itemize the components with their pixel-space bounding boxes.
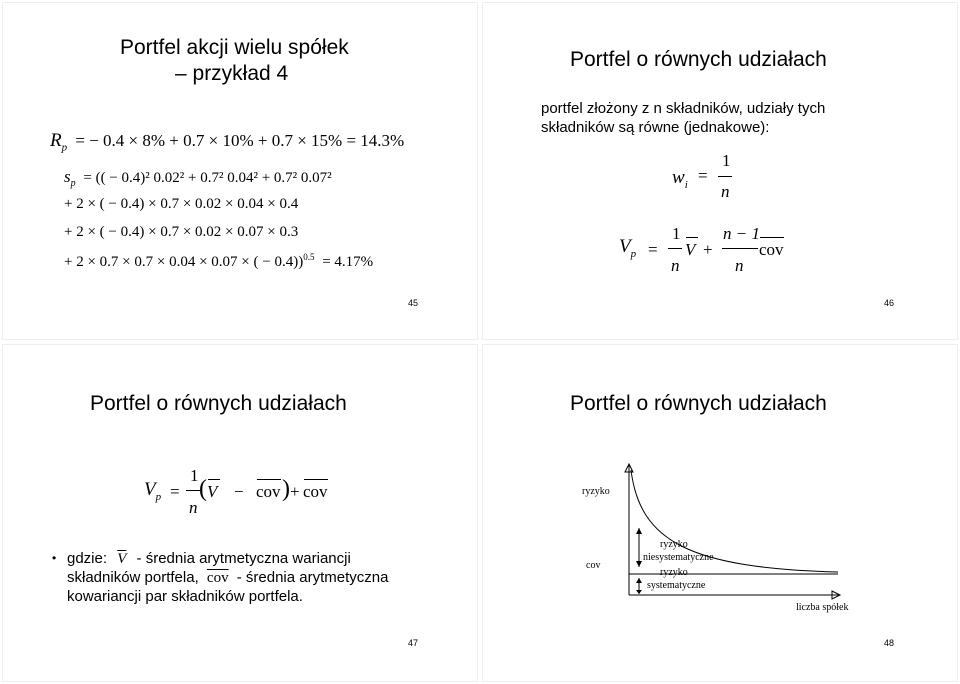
v47-minus: − [234,482,244,501]
vp-sub: p [630,247,637,260]
vp-letter: V [619,236,631,257]
slide-48-frame [482,344,958,682]
nonsystematic-label-1: ryzyko [660,539,688,550]
w-eq: = [698,166,708,185]
sp-line-1-text: = (( − 0.4)² 0.02² + 0.7² 0.04² + 0.7² 0.07² [83,170,332,186]
page-number-47: 47 [408,638,419,648]
slide-45-title-line2: – przykład 4 [175,62,289,85]
w-numerator: 1 [722,151,731,170]
page-number-45: 45 [408,298,419,308]
v-symbol: $\overline{V}$ [117,551,127,567]
sp-line-3: + 2 × ( − 0.4) × 0.7 × 0.02 × 0.07 × 0.3 [64,224,299,240]
v47-cov1: cov [256,482,281,501]
vp-frac2-num: n − 1 [723,224,760,243]
desc-line-1: - średnia arytmetyczna wariancji [136,550,351,567]
w-letter: w [672,167,685,188]
vp-cov: cov [759,240,784,259]
v47-paren-close: ) [282,476,290,502]
v47-sub: p [155,490,162,503]
sp-line-2: + 2 × ( − 0.4) × 0.7 × 0.02 × 0.04 × 0.4 [64,196,299,212]
page-number-46: 46 [884,298,895,308]
v47-frac-den: n [189,498,198,517]
desc-line-2a: składników portfela, [67,569,199,586]
bullet-marker: • [52,551,57,565]
desc-line-3: kowariancji par składników portfela. [67,588,303,605]
nonsystematic-label-2: niesystematyczne [643,552,714,563]
desc-line-2b: - średnia arytmetyczna [236,569,389,586]
vp-frac1-den: n [671,256,680,275]
systematic-label-2: systematyczne [647,580,706,591]
slide-47-frame [2,344,478,682]
sp-line-4-text: + 2 × 0.7 × 0.7 × 0.04 × 0.07 × ( − 0.4)) [64,254,304,270]
slide-48-title: Portfel o równych udziałach [570,392,827,415]
w-sub: i [684,178,688,191]
sp-exponent: 0.5 [303,252,315,262]
sp-sub: p [70,178,76,189]
x-axis-label: liczba spółek [796,602,849,613]
slide-45-title-line1: Portfel akcji wielu spółek [120,36,349,59]
slide-46-frame [482,2,958,340]
vp-plus: + [703,240,713,259]
vp-frac2-den: n [735,256,744,275]
gdzie-label: gdzie: [67,550,108,567]
page-number-48: 48 [884,638,895,648]
v47-frac-num: 1 [190,466,199,485]
rp-expression: = − 0.4 × 8% + 0.7 × 10% + 0.7 × 15% = 14.3% [75,131,405,150]
rp-label: R [50,130,62,151]
slide-47-title: Portfel o równych udziałach [90,392,347,415]
vp-vbar: V [685,240,696,259]
v47-cov2: cov [303,482,328,501]
v47-plus: + [290,482,300,501]
w-denominator: n [721,182,730,201]
v47-eq: = [170,482,180,501]
cov-label: cov [586,560,601,571]
slide-46-body: portfel złożony z n składników, udziały tych składników są równe (jednakowe): [541,100,826,136]
cov-symbol: $\overline{cov}$ [206,570,229,586]
vp-frac1-num: 1 [672,224,681,243]
v47-letter: V [144,479,156,500]
rp-sub: p [61,141,68,154]
v47-vbar: V [207,482,218,501]
v47-paren-open: ( [199,476,207,502]
slide-46-title: Portfel o równych udziałach [570,48,827,71]
sp-label: s [64,167,71,186]
sp-result: = 4.17% [322,254,374,270]
vp-eq: = [648,240,658,259]
y-axis-label: ryzyko [582,486,610,497]
systematic-label-1: ryzyko [660,567,688,578]
slide-45-frame [2,2,478,340]
